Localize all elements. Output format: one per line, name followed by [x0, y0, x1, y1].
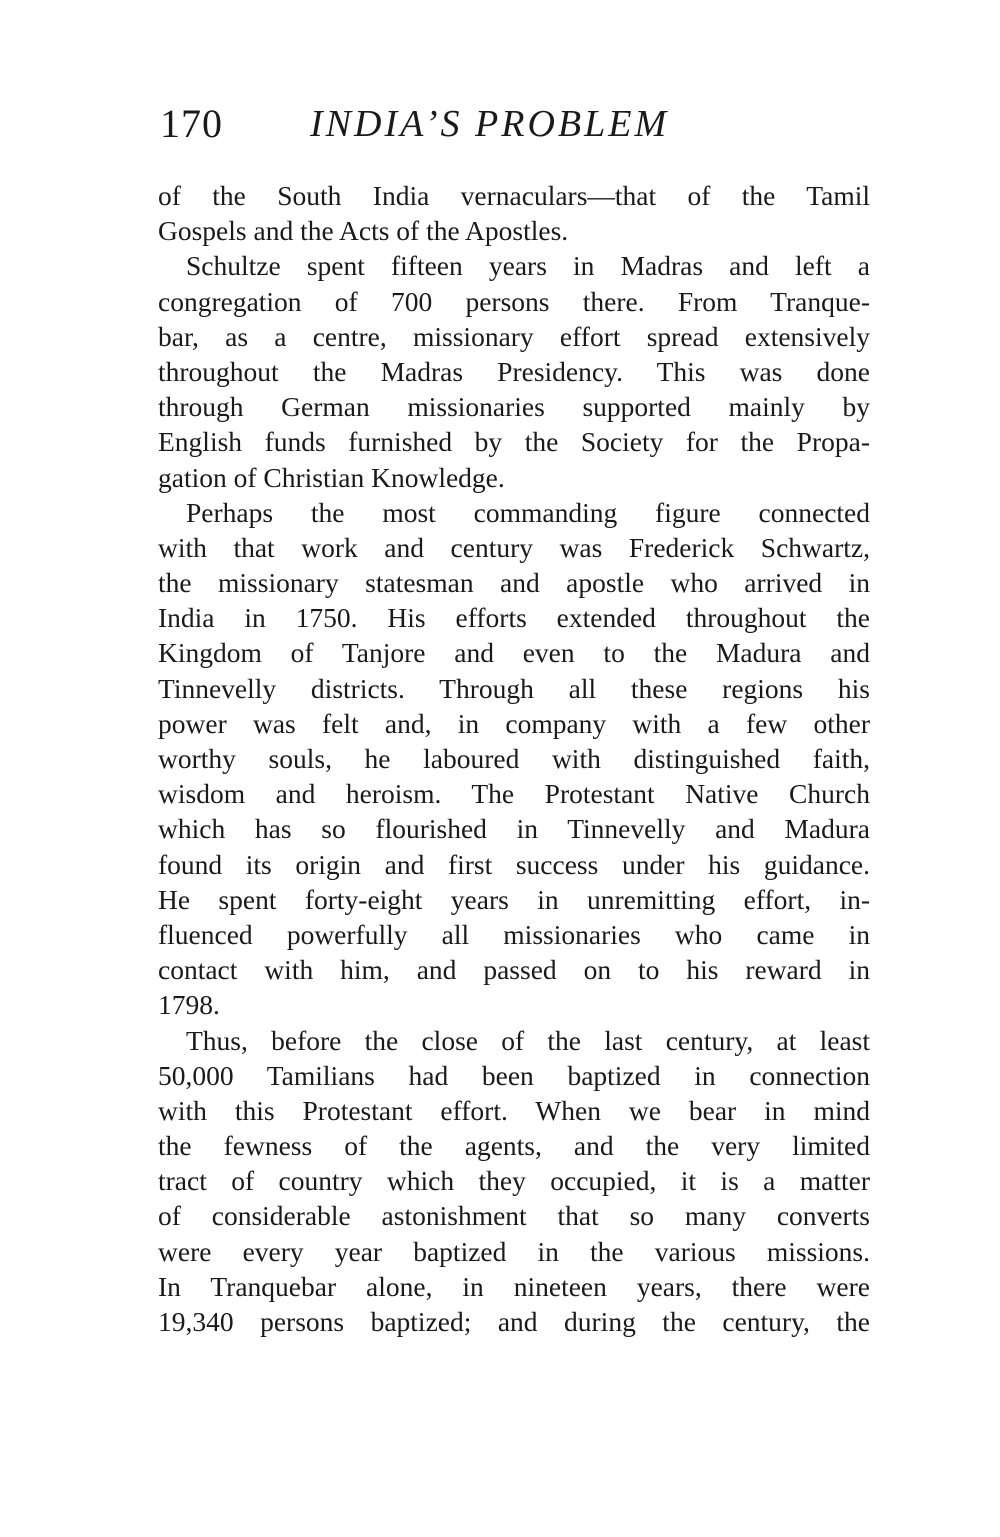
text-line: throughout the Madras Presidency. This was done	[158, 355, 870, 387]
page-number: 170	[160, 101, 223, 146]
text-line: power was felt and, in company with a few other	[158, 707, 870, 739]
text-line: He spent forty-eight years in unremitting effort, in-	[158, 883, 870, 915]
text-line: of considerable astonishment that so many converts	[158, 1200, 870, 1232]
text-line: India in 1750. His efforts extended throughout the	[158, 602, 870, 634]
text-line: which has so flourished in Tinnevelly and Madura	[158, 813, 870, 845]
text-line: 50,000 Tamilians had been baptized in connection	[158, 1059, 870, 1091]
text-line: tract of country which they occupied, it is a matter	[158, 1165, 870, 1197]
text-line: 1798.	[158, 989, 220, 1021]
text-line: with this Protestant effort. When we bear in mind	[158, 1094, 870, 1126]
text-line: wisdom and heroism. The Protestant Native Church	[158, 778, 870, 810]
text-line: worthy souls, he laboured with distinguished faith,	[158, 743, 870, 774]
text-line: gation of Christian Knowledge.	[158, 461, 505, 493]
text-line: congregation of 700 persons there. From Tranque-	[158, 285, 870, 317]
running-head	[160, 96, 880, 156]
text-line: Kingdom of Tanjore and even to the Madura and	[158, 637, 870, 669]
text-line: through German missionaries supported mainly by	[158, 391, 870, 423]
text-line: the missionary statesman and apostle who arrived in	[158, 567, 870, 599]
text-line: In Tranquebar alone, in nineteen years, there were	[158, 1270, 870, 1302]
body-text	[158, 178, 870, 1339]
text-line: of the South India vernaculars—that of the Tamil	[158, 180, 870, 211]
text-line: with that work and century was Frederick Schwartz,	[158, 531, 870, 563]
text-line: were every year baptized in the various missions.	[158, 1235, 870, 1267]
text-line: Tinnevelly districts. Through all these regions his	[158, 672, 870, 704]
text-line: found its origin and first success under his guidance.	[158, 848, 870, 880]
running-title: INDIA’S PROBLEM	[310, 103, 670, 145]
text-line: contact with him, and passed on to his reward in	[158, 954, 870, 986]
text-line: bar, as a centre, missionary effort spread extensively	[158, 320, 870, 352]
text-line: English funds furnished by the Society for the Propa-	[158, 426, 870, 458]
text-line: Perhaps the most commanding figure connected	[186, 496, 870, 528]
text-line: Gospels and the Acts of the Apostles.	[158, 215, 569, 247]
text-line: Schultze spent fifteen years in Madras and left a	[186, 250, 870, 282]
text-line: 19,340 persons baptized; and during the century, the	[158, 1306, 870, 1337]
text-line: fluenced powerfully all missionaries who came in	[158, 918, 870, 950]
text-line: the fewness of the agents, and the very limited	[158, 1130, 870, 1162]
text-line: Thus, before the close of the last century, at least	[186, 1024, 870, 1056]
